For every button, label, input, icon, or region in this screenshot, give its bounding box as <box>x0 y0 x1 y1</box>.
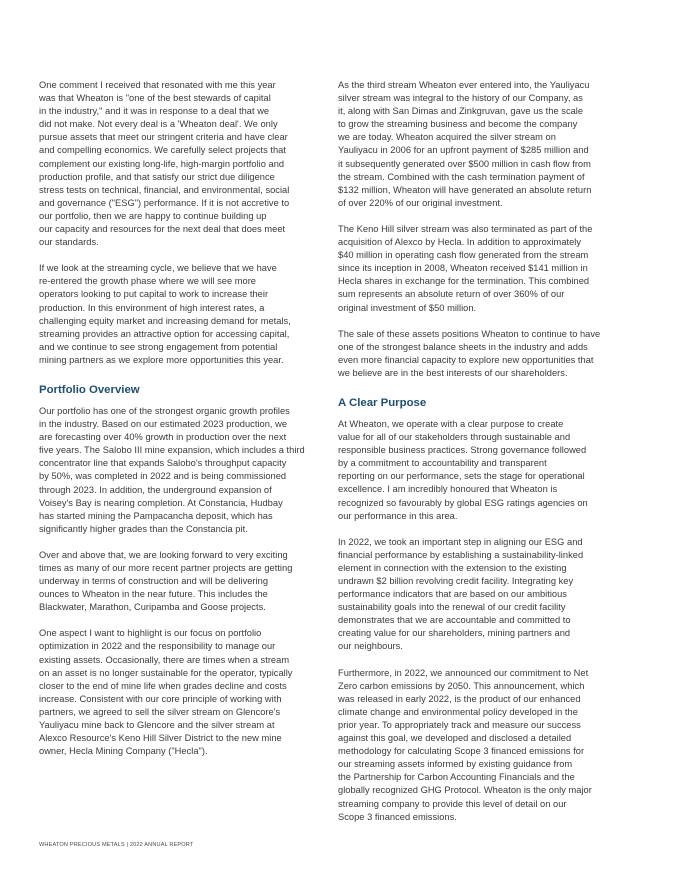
section-heading-portfolio-overview: Portfolio Overview <box>39 383 140 396</box>
section-heading-clear-purpose: A Clear Purpose <box>338 396 427 409</box>
paragraph-yauliyacu-stream: As the third stream Wheaton ever entered into, the Yauliyacu silver stream was integral to the history of our Company, as it, along with San Dimas and Zinkgruvan, gave us the scale to grow the streaming business and become the company we are today. Wheaton acquired the silver stream on Yauliyacu in 2006 for an upfront payment of $285 million and it subsequently generated over $500 million in cash flow from the stream. Combined with the cash termination payment of $132 million, Wheaton will have generated an absolute return of over 220% of our original investment. <box>338 80 592 208</box>
paragraph-net-zero: Furthermore, in 2022, we announced our commitment to Net Zero carbon emissions by 2050. This announcement, which was released in early 2022, is the product of our enhanced climate change and environmental policy developed in the prior year. To appropriately track and measure our success against this goal, we developed and disclosed a detailed methodology for calculating Scope 3 financed emissions for our streaming assets informed by existing guidance from the Partnership for Carbon Accounting Financials and the globally recognized GHG Protocol. Wheaton is the only major streaming company to provide this level of detail on our Scope 3 financed emissions. <box>338 667 592 822</box>
paragraph-organic-growth: Our portfolio has one of the strongest organic growth profiles in the industry. Based on our estimated 2023 production, we are forecasting over 40% growth in production over the next five years. The Salobo III mine expansion, which includes a third concentrator line that expands Salobo's throughput capacity by 50%, was completed in 2022 and is being commissioned through 2023. In addition, the underground expansion of Voisey's Bay is nearing completion. At Constancia, Hudbay has started mining the Pampacancha deposit, which has significantly higher grades than the Constancia pit. <box>39 405 305 534</box>
paragraph-portfolio-optimization: One aspect I want to highlight is our focus on portfolio optimization in 2022 and the responsibility to manage our existing assets. Occasionally, there are times when a stream on an asset is no longer sustainable for the operator, typically closer to the end of mine life when grades decline and costs increase. Consistent with our core principle of working with partners, we agreed to sell the silver stream on Glencore's Yauliyacu mine back to Glencore and the silver stream at Alexco Resource's Keno Hill Silver District to the new mine owner, Hecla Mining Company ("Hecla"). <box>39 628 293 757</box>
paragraph-partner-projects: Over and above that, we are looking forward to very exciting times as many of our more recent partner projects are getting underway in terms of construction and will be delivering ounces to Wheaton in the near future. This includes the Blackwater, Marathon, Curipamba and Goose projects. <box>39 549 293 613</box>
paragraph-stewards-of-capital: One comment I received that resonated with me this year was that Wheaton is "one of the best stewards of capital in the industry," and it was in response to a deal that we did not make. Not every deal is a 'Wheaton deal'. We only pursue assets that meet our stringent criteria and have clear and compelling economics. We carefully select projects that complement our existing long-life, high-margin portfolio and production profile, and that satisfy our strict due diligence stress tests on technical, financial, and environmental, social and governance ("ESG") performance. If it is not accretive to our portfolio, then we are happy to continue building up our capacity and resources for the next deal that does meet our standards. <box>39 80 290 248</box>
paragraph-sustainability-linked-credit: In 2022, we took an important step in aligning our ESG and financial performance by establishing a sustainability-linked element in connection with the extension to the existing undrawn $2 billion revolving credit facility. Integrating key performance indicators that are based on our ambitious sustainability goals into the renewal of our credit facility demonstrates that we are accountable and committed to creating value for our shareholders, mining partners and our neighbours. <box>338 536 584 652</box>
left-column <box>39 79 321 758</box>
paragraph-clear-purpose: At Wheaton, we operate with a clear purpose to create value for all of our stakeholders through sustainable and responsible business practices. Strong governance followed by a commitment to accountability and transparent reporting on our performance, sets the stage for operational excellence. I am incredibly honoured that Wheaton is recognized so favourably by global ESG ratings agencies on our performance in this area. <box>338 418 588 521</box>
right-column <box>338 79 622 824</box>
page-footer: WHEATON PRECIOUS METALS | 2022 ANNUAL REPORT <box>39 842 194 848</box>
paragraph-keno-hill-stream: The Keno Hill silver stream was also terminated as part of the acquisition of Alexco by Hecla. In addition to approximately $40 million in operating cash flow generated from the stream since its inception in 2008, Wheaton received $141 million in Hecla shares in exchange for the termination. This combined sum represents an absolute return of over 360% of our original investment of $50 million. <box>338 223 593 313</box>
paragraph-balance-sheet: The sale of these assets positions Wheaton to continue to have one of the strongest balance sheets in the industry and adds even more financial capacity to explore new opportunities that we believe are in the best interests of our shareholders. <box>338 328 601 378</box>
paragraph-streaming-cycle: If we look at the streaming cycle, we believe that we have re-entered the growth phase where we will see more operators looking to put capital to work to increase their production. In this environment of high interest rates, a challenging equity market and increasing demand for metals, streaming provides an attractive option for accessing capital, and we continue to see strong engagement from potential mining partners as we explore more opportunities this year. <box>39 263 291 365</box>
